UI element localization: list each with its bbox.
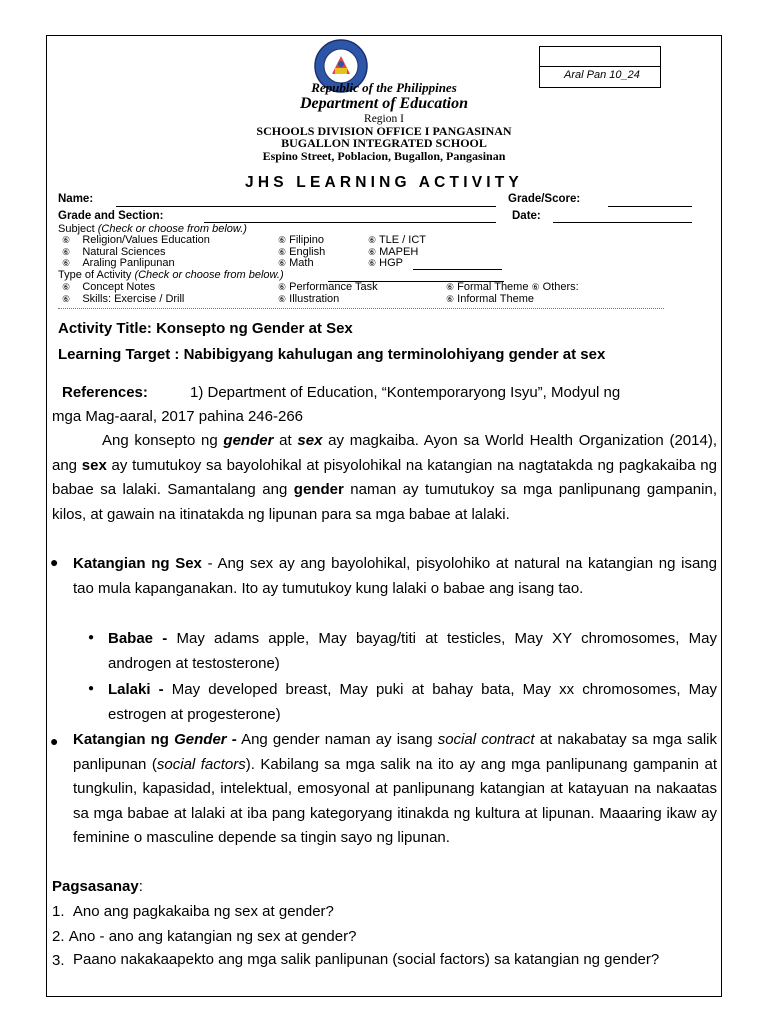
learning-target-label: Learning Target : <box>58 346 180 363</box>
activity-option[interactable]: ⑥ Performance Task <box>278 281 378 293</box>
subject-label: Subject <box>58 223 95 235</box>
subject-option[interactable]: ⑥ Araling Panlipunan <box>62 257 175 270</box>
intro-paragraph: Ang konsepto ng gender at sex ay magkaiba. Ayon sa World Health Organization (2014), ang sex ay tumutukoy sa bayolohikal at pisyolohikal na katangian na nagtatakda ng pagkakaiba ng babae sa lalaki. Samantalang ang gender naman ay tumutukoy sa mga panlipunang gampanin, kilos, at gawain na itinatakda ng lipunan para sa mga babae at lalaki. <box>52 432 717 523</box>
gender-paragraph: Katangian ng Gender - Ang gender naman ay isang social contract at nakabatay sa mga salik panlipunan (social factors). Kabilang sa mga salik na ito ay ang mga panlipunang gampanin at tungkulin, kapasidad, intelektual, emosyonal at panlipunang katangian at katayuan na nakaatas sa mga babae at lalaki at iba pang kategoryang itinakda ng kultura at lipunan. Maaaring ikaw ay feminine o masculine depende sa tingin sayo ng lipunan. <box>73 731 717 846</box>
references-line-2: mga Mag-aaral, 2017 pahina 246-266 <box>52 408 304 425</box>
activity-option[interactable]: ⑥ Skills: Exercise / Drill <box>62 292 185 305</box>
subject-option[interactable]: ⑥ Math <box>278 257 314 270</box>
babae-paragraph: Babae - May adams apple, May bayag/titi at testicles, May XY chromosomes, May androgen at testosterone) <box>108 630 717 672</box>
activity-type-label: Type of Activity <box>58 269 132 281</box>
question-1: 1. Ano ang pagkakaiba ng sex at gender? <box>52 903 334 920</box>
learning-target <box>58 346 605 363</box>
activity-type-heading <box>58 269 284 281</box>
subject-col-2 <box>278 235 325 270</box>
exercise-label: Pagsasanay <box>52 878 139 895</box>
question-2: 2. Ano - ano ang katangian ng sex at gender? <box>52 928 357 945</box>
department-line: Department of Education <box>299 95 468 112</box>
activity-option[interactable]: ⑥ Informal Theme <box>446 292 534 305</box>
grade-section-field[interactable] <box>204 222 496 223</box>
republic-line: Republic of the Philippines <box>311 80 457 95</box>
subject-hint: (Check or choose from below.) <box>97 223 247 235</box>
subject-option[interactable]: ⑥ Filipino <box>278 234 324 246</box>
activity-type-hint: (Check or choose from below.) <box>134 269 284 281</box>
question-3: Paano nakakaapekto ang mga salik panlipunan (social factors) sa katangian ng gender? <box>73 951 660 968</box>
hgp-field[interactable] <box>413 269 502 270</box>
activity-option[interactable]: ⑥ Illustration <box>278 292 340 305</box>
references-label: References: <box>62 384 148 401</box>
activity-col-1 <box>62 282 184 305</box>
grade-score-field[interactable] <box>608 206 692 207</box>
subject-option[interactable]: ⑥ TLE / ICT <box>368 234 426 246</box>
division-line: SCHOOLS DIVISION OFFICE I PANGASINAN <box>256 124 512 138</box>
bullet: ● <box>50 554 59 570</box>
learning-target-text: Nabibigyang kahulugan ang terminolohiyang gender at sex <box>183 346 606 363</box>
name-label: Name: <box>58 193 94 205</box>
subject-option[interactable]: ⑥ MAPEH <box>368 245 419 258</box>
references-line-1: 1) Department of Education, “Kontemporaryong Isyu”, Modyul ng <box>190 384 621 401</box>
activity-option[interactable]: ⑥ Concept Notes <box>62 281 156 293</box>
subject-option[interactable]: ⑥ HGP <box>368 257 403 270</box>
activity-heading: JHS LEARNING ACTIVITY <box>245 174 523 191</box>
subject-option[interactable]: ⑥ Natural Sciences <box>62 245 166 258</box>
sex-paragraph: Katangian ng Sex - Ang sex ay ang bayolohikal, pisyolohiko at natural na katangian ng isang tao mula kapanganakan. Ito ay tumutukoy kung lalaki o babae ang isang tao. <box>73 555 717 597</box>
subject-option[interactable]: ⑥ English <box>278 245 326 258</box>
activity-col-3 <box>446 282 579 305</box>
subject-option[interactable]: ⑥ Religion/Values Education <box>62 234 210 246</box>
bullet: ● <box>88 683 95 694</box>
lalaki-paragraph: Lalaki - May developed breast, May puki at bahay bata, May xx chromosomes, May estrogen at progesterone) <box>108 681 718 723</box>
activity-col-2 <box>278 282 378 305</box>
region-line: Region I <box>364 113 404 125</box>
date-field[interactable] <box>553 222 692 223</box>
grade-score-label: Grade/Score: <box>508 193 581 205</box>
question-3-number: 3. <box>52 952 65 969</box>
school-line: BUGALLON INTEGRATED SCHOOL <box>281 136 487 150</box>
form-separator <box>58 308 664 309</box>
bullet: ● <box>50 733 59 749</box>
activity-title: Activity Title: Konsepto ng Gender at Sex <box>58 320 353 337</box>
document-code: Aral Pan 10_24 <box>564 69 640 81</box>
date-label: Date: <box>512 210 541 222</box>
activity-option[interactable]: ⑥ Formal Theme ⑥ Others: <box>446 281 579 293</box>
address-line: Espino Street, Poblacion, Bugallon, Pangasinan <box>262 149 506 163</box>
bullet: ● <box>88 632 95 643</box>
grade-section-label: Grade and Section: <box>58 210 164 222</box>
name-field[interactable] <box>116 206 496 207</box>
subject-col-3 <box>368 235 426 270</box>
exercise-heading: Pagsasanay: <box>52 878 143 895</box>
subject-col-1 <box>62 235 210 270</box>
